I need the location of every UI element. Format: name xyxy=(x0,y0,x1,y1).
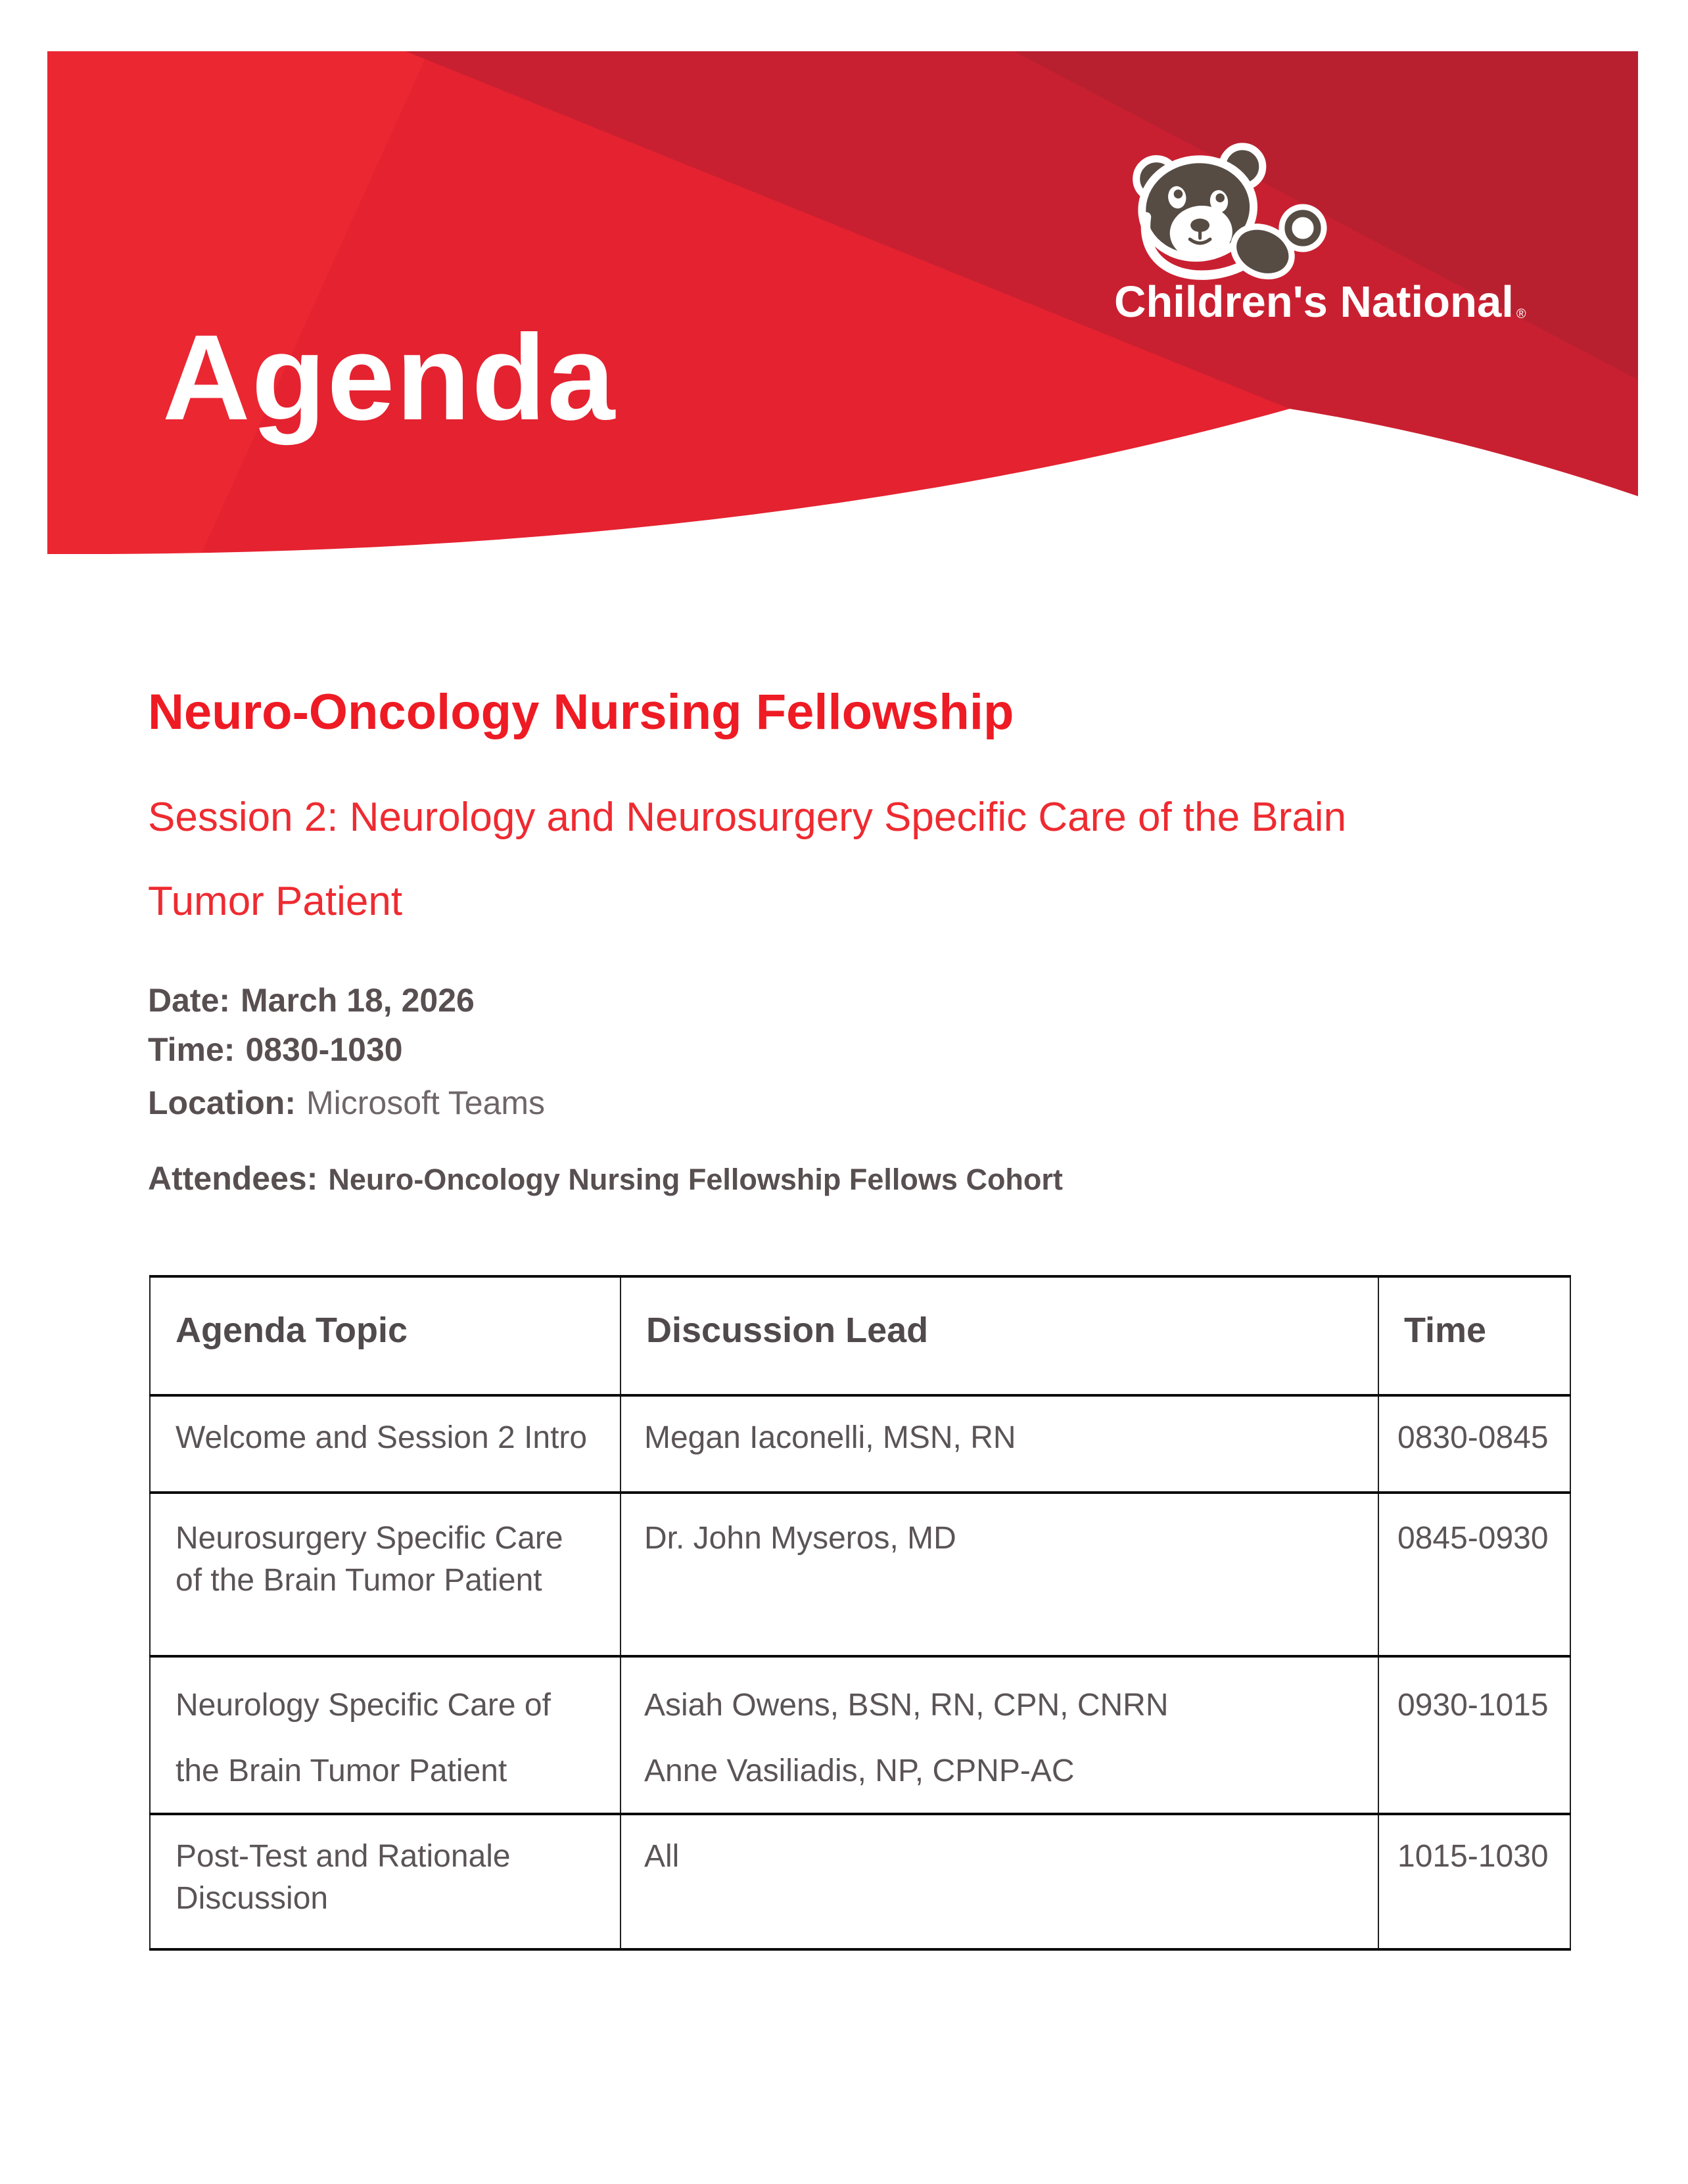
topic-line: the Brain Tumor Patient xyxy=(176,1754,507,1788)
session-title-line-1: Session 2: Neurology and Neurosurgery Specific Care of the Brain xyxy=(148,795,1347,840)
time-cell xyxy=(1378,1814,1570,1949)
column-header-agenda-topic: Agenda Topic xyxy=(150,1276,621,1395)
time-value: 1015-1030 xyxy=(1397,1839,1549,1874)
banner-heading: Agenda xyxy=(162,310,617,446)
meta-date-line xyxy=(148,984,475,1017)
topic-line: Neurology Specific Care of xyxy=(176,1688,551,1723)
topic-cell xyxy=(150,1395,621,1493)
table-row xyxy=(150,1493,1570,1656)
session-title-line-2: Tumor Patient xyxy=(148,879,403,924)
lead-line: Asiah Owens, BSN, RN, CPN, CNRN xyxy=(644,1688,1169,1723)
meta-attendees-line xyxy=(148,1162,1063,1195)
childrens-national-logo xyxy=(1114,277,1526,327)
table-row xyxy=(150,1656,1570,1814)
location-value: Microsoft Teams xyxy=(306,1084,546,1121)
lead-line: Dr. John Myseros, MD xyxy=(644,1521,956,1556)
time-cell xyxy=(1378,1493,1570,1656)
time-value: 0845-0930 xyxy=(1397,1521,1549,1556)
registered-trademark-symbol: ® xyxy=(1516,307,1526,321)
table-header-row xyxy=(150,1276,1570,1395)
topic-line: Discussion xyxy=(176,1881,329,1916)
attendees-value: Neuro-Oncology Nursing Fellowship Fellows Cohort xyxy=(328,1163,1063,1196)
location-label: Location: xyxy=(148,1084,296,1121)
lead-line: Anne Vasiliadis, NP, CPNP-AC xyxy=(644,1754,1075,1788)
lead-cell xyxy=(621,1493,1378,1656)
topic-line: Post-Test and Rationale xyxy=(176,1839,511,1874)
time-cell xyxy=(1378,1656,1570,1814)
brand-wordmark-text: Children's National xyxy=(1114,277,1514,327)
lead-line: Megan Iaconelli, MSN, RN xyxy=(644,1420,1016,1455)
table-row xyxy=(150,1395,1570,1493)
topic-line: Neurosurgery Specific Care xyxy=(176,1521,563,1556)
lead-cell xyxy=(621,1814,1378,1949)
time-value: 0930-1015 xyxy=(1397,1688,1549,1723)
time-cell xyxy=(1378,1395,1570,1493)
lead-cell xyxy=(621,1656,1378,1814)
document-title: Neuro-Oncology Nursing Fellowship xyxy=(148,684,1014,740)
date-label: Date: xyxy=(148,982,231,1019)
topic-cell xyxy=(150,1656,621,1814)
topic-cell xyxy=(150,1814,621,1949)
table-row xyxy=(150,1814,1570,1949)
time-value: 0830-1030 xyxy=(245,1031,403,1068)
time-label: Time: xyxy=(148,1031,235,1068)
topic-line: of the Brain Tumor Patient xyxy=(176,1563,542,1598)
meta-location-line xyxy=(148,1086,545,1119)
attendees-label: Attendees: xyxy=(148,1160,318,1197)
column-header-discussion-lead: Discussion Lead xyxy=(621,1276,1378,1395)
lead-line: All xyxy=(644,1839,680,1874)
topic-line: Welcome and Session 2 Intro xyxy=(176,1420,588,1455)
date-value: March 18, 2026 xyxy=(241,982,475,1019)
column-header-time: Time xyxy=(1378,1276,1570,1395)
time-value: 0830-0845 xyxy=(1397,1420,1549,1455)
topic-cell xyxy=(150,1493,621,1656)
banner xyxy=(47,51,1638,554)
agenda-table xyxy=(149,1275,1571,1951)
lead-cell xyxy=(621,1395,1378,1493)
meta-time-line xyxy=(148,1033,403,1066)
